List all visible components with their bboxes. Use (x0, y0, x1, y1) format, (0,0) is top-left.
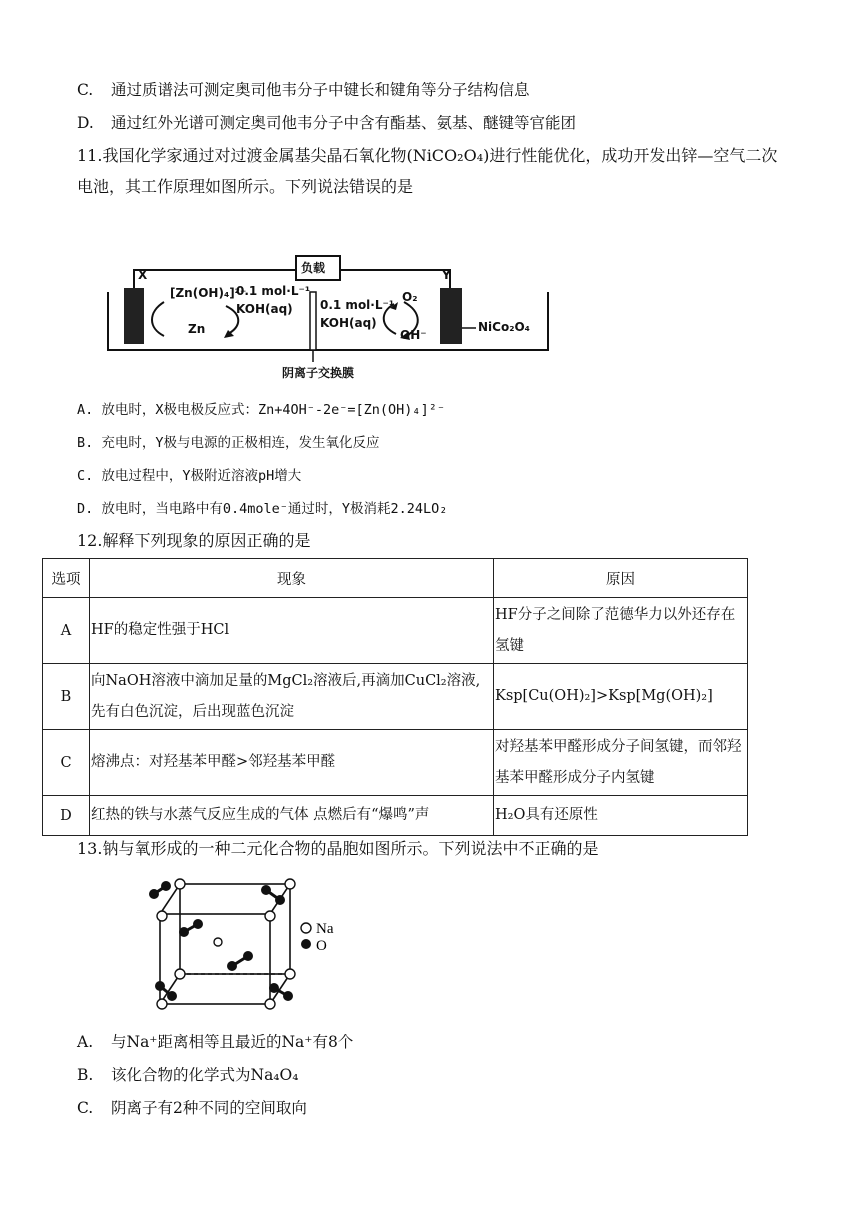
table-row (43, 796, 748, 836)
x-label: X (138, 268, 148, 282)
header-reason: 原因 (494, 559, 748, 598)
electrode-label: NiCo₂O₄ (478, 320, 530, 334)
option-text: 与Na⁺距离相等且最近的Na⁺有8个 (111, 1033, 354, 1051)
row-option: A (43, 598, 90, 664)
row-phenomenon: 红热的铁与水蒸气反应生成的气体 点燃后有“爆鸣”声 (90, 796, 494, 836)
load-label: 负载 (301, 261, 326, 275)
conc-left-2: KOH(aq) (236, 302, 293, 316)
crystal-svg (140, 870, 370, 1015)
row-reason: H₂O具有还原性 (494, 796, 748, 836)
q13-option-a (77, 1032, 353, 1052)
arrow-left-curve (152, 302, 164, 336)
row-phenomenon: 熔沸点：对羟基苯甲醛>邻羟基苯甲醛 (90, 730, 494, 796)
conc-left-1: 0.1 mol·L⁻¹ (236, 284, 311, 298)
legend-na-marker (301, 923, 311, 933)
q11-option-d: D. 放电时，当电路中有0.4mole⁻通过时，Y极消耗2.24LO₂ (77, 501, 448, 517)
q13-option-c (77, 1098, 307, 1118)
q11-option-c: C. 放电过程中，Y极附近溶液pH增大 (77, 468, 302, 484)
header-option: 选项 (43, 559, 90, 598)
option-text: 该化合物的化学式为Na₄O₄ (111, 1066, 299, 1084)
row-reason: HF分子之间除了范德华力以外还存在氢键 (494, 598, 748, 664)
row-reason: Ksp[Cu(OH)₂]>Ksp[Mg(OH)₂] (494, 664, 748, 730)
option-text: 阴离子有2种不同的空间取向 (111, 1099, 307, 1117)
header-phenomenon: 现象 (90, 559, 494, 598)
option-tag: A. (77, 1033, 94, 1051)
row-option: D (43, 796, 90, 836)
option-text: 通过红外光谱可测定奥司他韦分子中含有酯基、氨基、醚键等官能团 (111, 114, 577, 132)
q10-option-d (77, 113, 576, 133)
option-tag: B. (77, 1066, 94, 1084)
row-reason: 对羟基苯甲醛形成分子间氢键，而邻羟基苯甲醛形成分子内氢键 (494, 730, 748, 796)
row-phenomenon: HF的稳定性强于HCl (90, 598, 494, 664)
q10-option-c (77, 80, 530, 100)
electrode-x (124, 288, 144, 344)
o2-label: O₂ (402, 290, 418, 304)
q13-stem: 13.钠与氧形成的一种二元化合物的晶胞如图所示。下列说法中不正确的是 (77, 839, 599, 858)
table-row (43, 730, 748, 796)
membrane-label: 阴离子交换膜 (282, 366, 355, 380)
electrode-y (440, 288, 462, 344)
row-option: B (43, 664, 90, 730)
q13-option-b (77, 1065, 298, 1085)
option-tag: C. (77, 1099, 94, 1117)
table-row (43, 664, 748, 730)
crystal-cell-diagram (140, 870, 370, 1015)
q12-stem: 12.解释下列现象的原因正确的是 (77, 531, 311, 550)
battery-diagram (78, 250, 568, 390)
q12-table (42, 558, 748, 836)
oh-label: OH⁻ (400, 328, 427, 342)
option-tag: D. (77, 114, 94, 132)
legend-o-marker (301, 939, 311, 949)
conc-right-2: KOH(aq) (320, 316, 377, 330)
row-option: C (43, 730, 90, 796)
q11-stem-line1: 11.我国化学家通过对过渡金属基尖晶石氧化物(NiCO₂O₄)进行性能优化，成功开发出锌—空气二次 (77, 146, 778, 165)
table-row (43, 598, 748, 664)
y-label: Y (442, 268, 451, 282)
q11-option-b: B. 充电时，Y极与电源的正极相连，发生氧化反应 (77, 435, 380, 451)
legend-na-text: Na (316, 921, 334, 937)
conc-right-1: 0.1 mol·L⁻¹ (320, 298, 395, 312)
wire-right (340, 270, 450, 288)
table-header-row (43, 559, 748, 598)
membrane (310, 292, 316, 350)
row-phenomenon: 向NaOH溶液中滴加足量的MgCl₂溶液后,再滴加CuCl₂溶液,先有白色沉淀，后出现蓝色沉淀 (90, 664, 494, 730)
option-tag: C. (77, 81, 94, 99)
option-text: 通过质谱法可测定奥司他韦分子中键长和键角等分子结构信息 (111, 81, 530, 99)
zn-label: Zn (188, 322, 206, 336)
zincate-label: [Zn(OH)₄]²⁻ (170, 286, 247, 300)
q11-stem-line2: 电池，其工作原理如图所示。下列说法错误的是 (77, 177, 414, 196)
q11-option-a: A. 放电时，X极电极反应式：Zn+4OH⁻-2e⁻=[Zn(OH)₄]²⁻ (77, 402, 445, 418)
legend-o-text: O (316, 938, 327, 954)
